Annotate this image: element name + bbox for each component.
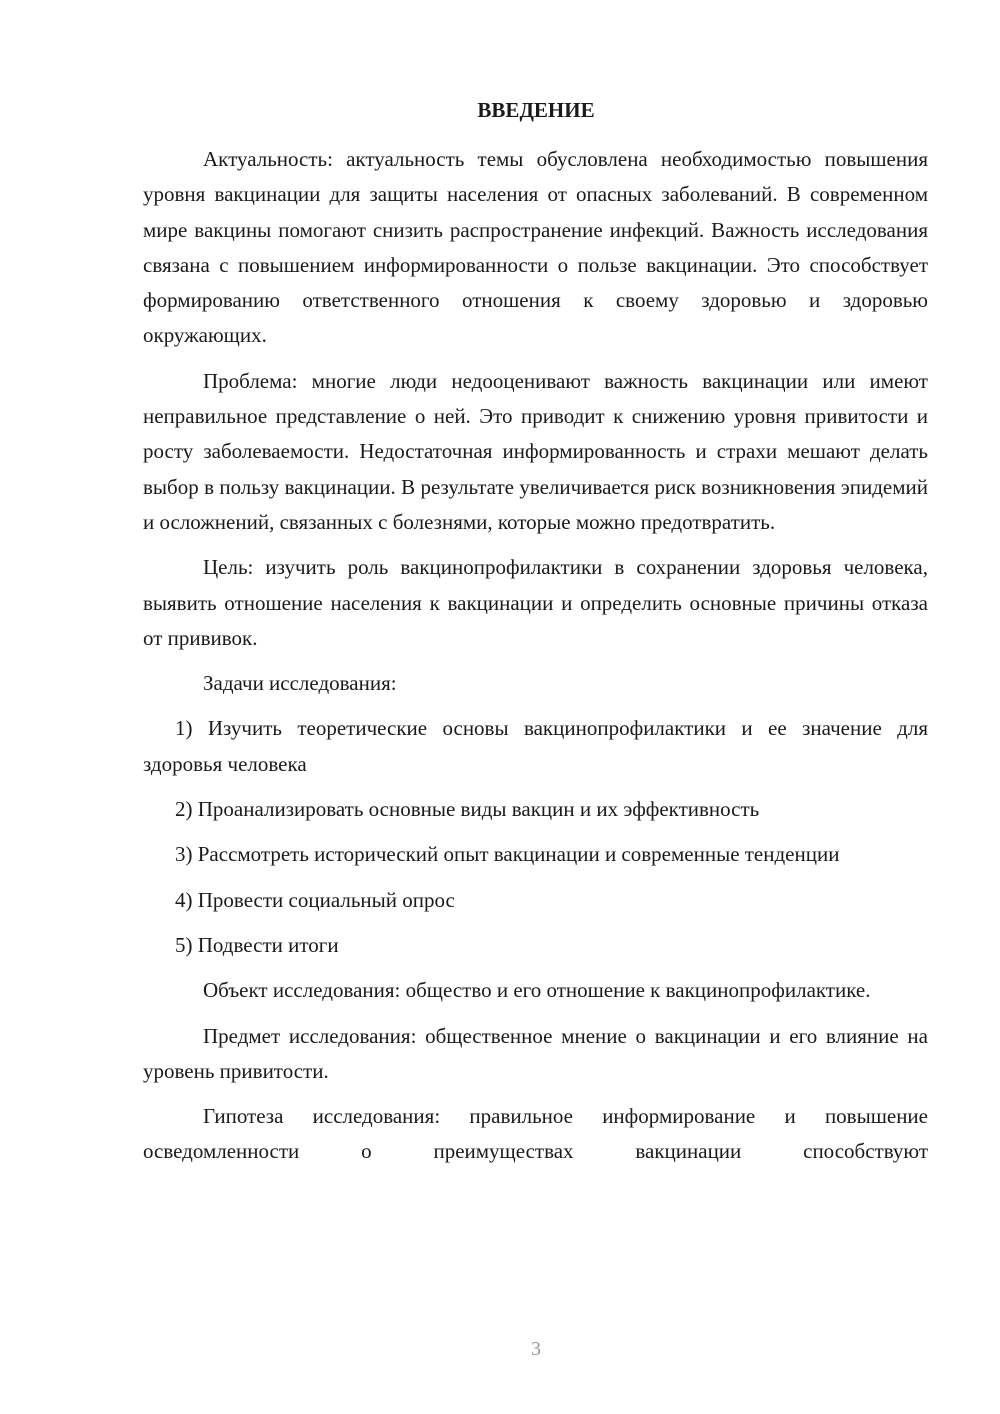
paragraph-problem: Проблема: многие люди недооценивают важность вакцинации или имеют неправильное представление о ней. Это приводит к снижению уровня привитости и росту заболеваемости. Недостаточная информированность и страхи мешают делать выбор в пользу вакцинации. В результате увеличивается риск возникновения эпидемий и осложнений, связанных с болезнями, которые можно предотвратить.	[143, 368, 928, 534]
tasks-heading: Задачи исследования:	[203, 671, 397, 696]
document-body	[143, 142, 928, 1170]
task-item-4: 4) Провести социальный опрос	[175, 887, 455, 912]
paragraph-subject: Предмет исследования: общественное мнение о вакцинации и его влияние на уровень привитости.	[143, 1023, 928, 1083]
page-title: ВВЕДЕНИЕ	[477, 98, 595, 122]
task-item-1: 1) Изучить теоретические основы вакцинопрофилактики и ее значение для здоровья человека	[143, 716, 928, 776]
task-item-5: 5) Подвести итоги	[175, 932, 339, 957]
paragraph-goal: Цель: изучить роль вакцинопрофилактики в сохранении здоровья человека, выявить отношение населения к вакцинации и определить основные причины отказа от прививок.	[143, 555, 928, 650]
paragraph-object: Объект исследования: общество и его отношение к вакцинопрофилактике.	[203, 978, 871, 1003]
task-item-2: 2) Проанализировать основные виды вакцин и их эффективность	[175, 797, 760, 822]
page-number: 3	[531, 1338, 541, 1360]
paragraph-relevance: Актуальность: актуальность темы обусловлена необходимостью повышения уровня вакцинации для защиты населения от опасных заболеваний. В современном мире вакцины помогают снизить распространение инфекций. Важность исследования связана с повышением информированности о пользе вакцинации. Это способствует формированию ответственного отношения к своему здоровью и здоровью окружающих.	[143, 147, 928, 348]
task-item-3: 3) Рассмотреть исторический опыт вакцинации и современные тенденции	[175, 842, 840, 867]
paragraph-hypothesis: Гипотеза исследования: правильное информирование и повышение осведомленности о преимуществах вакцинации способствуют	[143, 1104, 928, 1164]
